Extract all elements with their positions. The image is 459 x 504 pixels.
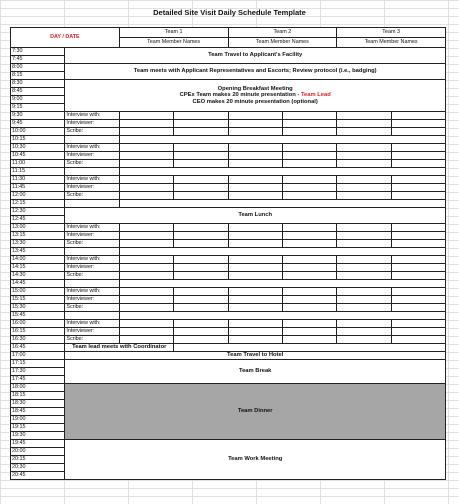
team-cell[interactable]: [337, 224, 391, 232]
team-cell[interactable]: [119, 144, 173, 152]
interview-spacer[interactable]: [65, 312, 119, 320]
team-cell[interactable]: [228, 112, 282, 120]
time-cell[interactable]: 17:15: [11, 360, 65, 368]
time-row: [11, 288, 446, 296]
team-cell[interactable]: [174, 120, 228, 128]
team-cell[interactable]: [391, 224, 445, 232]
time-cell[interactable]: 15:30: [11, 304, 65, 312]
team-cell[interactable]: [282, 256, 336, 264]
time-cell[interactable]: 20:30: [11, 464, 65, 472]
time-cell[interactable]: 8:30: [11, 80, 65, 88]
interview-with-label[interactable]: Interview with:: [65, 176, 119, 184]
time-row: [11, 192, 446, 200]
team-cell[interactable]: [228, 296, 282, 304]
team-cell[interactable]: [174, 328, 228, 336]
team-cell[interactable]: [228, 304, 282, 312]
team-cell[interactable]: [119, 256, 173, 264]
header-row-1: [11, 28, 446, 38]
team-cell[interactable]: [282, 160, 336, 168]
time-row: [11, 264, 446, 272]
time-cell[interactable]: 14:00: [11, 256, 65, 264]
time-cell[interactable]: 8:00: [11, 64, 65, 72]
team-cell[interactable]: [282, 264, 336, 272]
time-cell[interactable]: 20:15: [11, 456, 65, 464]
time-cell[interactable]: 11:15: [11, 168, 65, 176]
team-cell[interactable]: [174, 160, 228, 168]
time-cell[interactable]: 15:15: [11, 296, 65, 304]
time-cell[interactable]: 12:45: [11, 216, 65, 224]
team-cell[interactable]: [174, 152, 228, 160]
time-cell[interactable]: 9:00: [11, 96, 65, 104]
team-cell[interactable]: [119, 304, 173, 312]
interview-with-label[interactable]: Interview with:: [65, 112, 119, 120]
team-cell[interactable]: [228, 272, 282, 280]
schedule-table: [10, 27, 446, 480]
time-row: [11, 296, 446, 304]
team-cell[interactable]: [174, 336, 228, 344]
time-cell[interactable]: 11:30: [11, 176, 65, 184]
interviewer-label[interactable]: Interviewer:: [65, 184, 119, 192]
team-cell[interactable]: [282, 152, 336, 160]
team-cell[interactable]: [337, 128, 391, 136]
time-row: [11, 320, 446, 328]
interview-gap-row[interactable]: [119, 200, 445, 208]
team-cell[interactable]: [337, 232, 391, 240]
time-cell[interactable]: 11:45: [11, 184, 65, 192]
time-cell[interactable]: 8:15: [11, 72, 65, 80]
time-row: [11, 120, 446, 128]
time-cell[interactable]: 12:00: [11, 192, 65, 200]
time-row: [11, 384, 446, 392]
team-2-name[interactable]: Team 2: [228, 28, 337, 38]
lead-meets-coordinator[interactable]: Team lead meets with Coordinator: [65, 344, 174, 352]
team-cell[interactable]: [282, 120, 336, 128]
team-cell[interactable]: [337, 336, 391, 344]
team-cell[interactable]: [337, 192, 391, 200]
team-cell[interactable]: [228, 320, 282, 328]
team-cell[interactable]: [391, 328, 445, 336]
time-cell[interactable]: 9:45: [11, 120, 65, 128]
team-cell[interactable]: [282, 192, 336, 200]
scribe-label[interactable]: Scribe:: [65, 336, 119, 344]
team-cell[interactable]: [282, 288, 336, 296]
team-cell[interactable]: [228, 328, 282, 336]
scribe-label[interactable]: Scribe:: [65, 128, 119, 136]
time-row: [11, 160, 446, 168]
team-cell[interactable]: [174, 176, 228, 184]
team-cell[interactable]: [228, 336, 282, 344]
team-cell[interactable]: [391, 128, 445, 136]
team-cell[interactable]: [174, 288, 228, 296]
team-work-meeting[interactable]: Team Work Meeting: [65, 440, 446, 480]
time-cell[interactable]: 18:15: [11, 392, 65, 400]
interviewer-label[interactable]: Interviewer:: [65, 264, 119, 272]
time-row: [11, 328, 446, 336]
time-cell[interactable]: 16:45: [11, 344, 65, 352]
team-cell[interactable]: [337, 296, 391, 304]
team-cell[interactable]: [391, 336, 445, 344]
team-cell[interactable]: [282, 304, 336, 312]
time-row: [11, 280, 446, 288]
time-row: [11, 112, 446, 120]
time-cell[interactable]: 7:45: [11, 56, 65, 64]
scribe-label[interactable]: Scribe:: [65, 160, 119, 168]
team-cell[interactable]: [391, 256, 445, 264]
team-cell[interactable]: [228, 224, 282, 232]
time-row: [11, 136, 446, 144]
time-cell[interactable]: 10:45: [11, 152, 65, 160]
time-cell[interactable]: 13:45: [11, 248, 65, 256]
team-cell[interactable]: [337, 152, 391, 160]
interviewer-label[interactable]: Interviewer:: [65, 328, 119, 336]
team-cell[interactable]: [391, 232, 445, 240]
team-cell[interactable]: [228, 256, 282, 264]
team-cell[interactable]: [282, 296, 336, 304]
time-cell[interactable]: 19:45: [11, 440, 65, 448]
team-cell[interactable]: [119, 296, 173, 304]
team-cell[interactable]: [391, 240, 445, 248]
time-cell[interactable]: 17:00: [11, 352, 65, 360]
team-cell[interactable]: [119, 184, 173, 192]
team-cell[interactable]: [391, 288, 445, 296]
time-cell[interactable]: 19:00: [11, 416, 65, 424]
scribe-label[interactable]: Scribe:: [65, 240, 119, 248]
team-2-members[interactable]: Team Member Names: [228, 38, 337, 48]
team-3-name[interactable]: Team 3: [337, 28, 446, 38]
team-cell[interactable]: [119, 112, 173, 120]
team-cell[interactable]: [119, 152, 173, 160]
team-cell[interactable]: [337, 320, 391, 328]
team-cell[interactable]: [282, 176, 336, 184]
team-cell[interactable]: [119, 120, 173, 128]
team-cell[interactable]: [228, 176, 282, 184]
time-cell[interactable]: 15:45: [11, 312, 65, 320]
time-row: [11, 248, 446, 256]
team-cell[interactable]: [119, 224, 173, 232]
team-cell[interactable]: [337, 144, 391, 152]
team-cell[interactable]: [391, 184, 445, 192]
team-cell[interactable]: [337, 184, 391, 192]
interview-gap-row[interactable]: [119, 168, 445, 176]
time-cell[interactable]: 11:00: [11, 160, 65, 168]
breakfast-line-2: CPEx Team makes 20 minute presentation -: [179, 92, 301, 99]
time-cell[interactable]: 17:30: [11, 368, 65, 376]
breakfast-meeting[interactable]: [65, 80, 446, 112]
team-cell[interactable]: [119, 232, 173, 240]
team-cell[interactable]: [228, 184, 282, 192]
team-cell[interactable]: [228, 288, 282, 296]
scribe-label[interactable]: Scribe:: [65, 304, 119, 312]
team-break[interactable]: Team Break: [65, 360, 446, 384]
time-row: [11, 152, 446, 160]
time-cell[interactable]: 9:15: [11, 104, 65, 112]
time-cell[interactable]: 7:30: [11, 48, 65, 56]
team-dinner[interactable]: Team Dinner: [65, 384, 446, 440]
interviewer-label[interactable]: Interviewer:: [65, 120, 119, 128]
team-cell[interactable]: [282, 328, 336, 336]
time-row: [11, 128, 446, 136]
time-row: [11, 304, 446, 312]
team-cell[interactable]: [119, 128, 173, 136]
team-cell[interactable]: [228, 264, 282, 272]
team-cell[interactable]: [228, 120, 282, 128]
team-cell[interactable]: [391, 160, 445, 168]
interview-gap-row[interactable]: [119, 248, 445, 256]
team-cell[interactable]: [337, 328, 391, 336]
time-cell[interactable]: 14:45: [11, 280, 65, 288]
time-row: [11, 168, 446, 176]
time-cell[interactable]: 10:00: [11, 128, 65, 136]
team-cell[interactable]: [228, 160, 282, 168]
time-cell[interactable]: 14:30: [11, 272, 65, 280]
interview-with-label[interactable]: Interview with:: [65, 320, 119, 328]
time-row: [11, 80, 446, 88]
team-cell[interactable]: [119, 240, 173, 248]
time-cell[interactable]: 19:30: [11, 432, 65, 440]
time-cell[interactable]: 20:00: [11, 448, 65, 456]
time-cell[interactable]: 18:30: [11, 400, 65, 408]
team-cell[interactable]: [337, 288, 391, 296]
team-cell[interactable]: [119, 192, 173, 200]
team-cell[interactable]: [119, 336, 173, 344]
team-cell[interactable]: [282, 320, 336, 328]
time-row: [11, 272, 446, 280]
scribe-label[interactable]: Scribe:: [65, 272, 119, 280]
interview-with-label[interactable]: Interview with:: [65, 144, 119, 152]
team-lunch[interactable]: Team Lunch: [65, 208, 446, 224]
time-cell[interactable]: 13:00: [11, 224, 65, 232]
interview-spacer[interactable]: [65, 280, 119, 288]
interview-spacer[interactable]: [65, 248, 119, 256]
time-row: [11, 232, 446, 240]
time-row: [11, 224, 446, 232]
time-row: [11, 48, 446, 56]
interviewer-label[interactable]: Interviewer:: [65, 152, 119, 160]
time-row: [11, 344, 446, 352]
time-cell[interactable]: 20:45: [11, 472, 65, 480]
team-cell[interactable]: [337, 272, 391, 280]
interview-gap-row[interactable]: [119, 312, 445, 320]
schedule-title: Detailed Site Visit Daily Schedule Template: [153, 8, 306, 17]
interview-with-label[interactable]: Interview with:: [65, 224, 119, 232]
team-cell[interactable]: [174, 232, 228, 240]
interview-spacer[interactable]: [65, 136, 119, 144]
lead-meets-rest[interactable]: [174, 344, 446, 352]
time-cell[interactable]: 19:15: [11, 424, 65, 432]
team-cell[interactable]: [282, 272, 336, 280]
team-cell[interactable]: [174, 320, 228, 328]
team-cell[interactable]: [174, 192, 228, 200]
team-cell[interactable]: [119, 328, 173, 336]
team-cell[interactable]: [174, 272, 228, 280]
team-cell[interactable]: [391, 112, 445, 120]
travel-to-hotel[interactable]: Team Travel to Hotel: [65, 352, 446, 360]
team-cell[interactable]: [337, 264, 391, 272]
time-cell[interactable]: 8:45: [11, 88, 65, 96]
team-1-members[interactable]: Team Member Names: [119, 38, 228, 48]
team-3-members[interactable]: Team Member Names: [337, 38, 446, 48]
time-row: [11, 336, 446, 344]
team-cell[interactable]: [391, 296, 445, 304]
time-cell[interactable]: 10:30: [11, 144, 65, 152]
team-cell[interactable]: [391, 152, 445, 160]
team-cell[interactable]: [228, 240, 282, 248]
team-cell[interactable]: [337, 160, 391, 168]
time-cell[interactable]: 16:00: [11, 320, 65, 328]
time-cell[interactable]: 18:00: [11, 384, 65, 392]
team-cell[interactable]: [282, 224, 336, 232]
time-row: [11, 256, 446, 264]
team-cell[interactable]: [391, 120, 445, 128]
time-cell[interactable]: 15:00: [11, 288, 65, 296]
time-row: [11, 64, 446, 72]
team-cell[interactable]: [282, 112, 336, 120]
team-cell[interactable]: [174, 240, 228, 248]
team-cell[interactable]: [337, 304, 391, 312]
time-cell[interactable]: 10:15: [11, 136, 65, 144]
day-date-label[interactable]: DAY / DATE: [11, 28, 120, 48]
team-cell[interactable]: [391, 176, 445, 184]
time-row: [11, 352, 446, 360]
team-cell[interactable]: [119, 264, 173, 272]
interview-spacer[interactable]: [65, 200, 119, 208]
team-cell[interactable]: [174, 304, 228, 312]
team-cell[interactable]: [282, 128, 336, 136]
team-cell[interactable]: [228, 232, 282, 240]
interview-spacer[interactable]: [65, 168, 119, 176]
team-cell[interactable]: [228, 144, 282, 152]
team-cell[interactable]: [174, 264, 228, 272]
team-cell[interactable]: [174, 184, 228, 192]
team-cell[interactable]: [174, 112, 228, 120]
team-cell[interactable]: [174, 256, 228, 264]
breakfast-line-1: Opening Breakfast Meeting: [217, 85, 293, 92]
interview-gap-row[interactable]: [119, 280, 445, 288]
team-cell[interactable]: [282, 184, 336, 192]
interview-gap-row[interactable]: [119, 136, 445, 144]
team-cell[interactable]: [337, 176, 391, 184]
time-cell[interactable]: 18:45: [11, 408, 65, 416]
breakfast-line-3: CEO makes 20 minute presentation (optional): [192, 98, 318, 105]
time-row: [11, 240, 446, 248]
time-cell[interactable]: 14:15: [11, 264, 65, 272]
team-1-name[interactable]: Team 1: [119, 28, 228, 38]
team-cell[interactable]: [282, 240, 336, 248]
interview-with-label[interactable]: Interview with:: [65, 256, 119, 264]
time-cell[interactable]: 12:30: [11, 208, 65, 216]
time-row: [11, 360, 446, 368]
team-cell[interactable]: [282, 144, 336, 152]
team-cell[interactable]: [337, 240, 391, 248]
team-cell[interactable]: [174, 144, 228, 152]
time-cell[interactable]: 16:15: [11, 328, 65, 336]
time-row: [11, 144, 446, 152]
team-cell[interactable]: [391, 144, 445, 152]
time-cell[interactable]: 17:45: [11, 376, 65, 384]
interviewer-label[interactable]: Interviewer:: [65, 232, 119, 240]
time-cell[interactable]: 13:30: [11, 240, 65, 248]
team-cell[interactable]: [174, 128, 228, 136]
time-cell[interactable]: 16:30: [11, 336, 65, 344]
team-cell[interactable]: [391, 192, 445, 200]
time-cell[interactable]: 9:30: [11, 112, 65, 120]
team-cell[interactable]: [391, 304, 445, 312]
time-row: [11, 440, 446, 448]
travel-to-facility[interactable]: Team Travel to Applicant's Facility: [65, 48, 446, 64]
interviewer-label[interactable]: Interviewer:: [65, 296, 119, 304]
team-cell[interactable]: [282, 232, 336, 240]
time-cell[interactable]: 12:15: [11, 200, 65, 208]
team-cell[interactable]: [391, 272, 445, 280]
time-row: [11, 184, 446, 192]
team-lead-highlight: Team Lead: [300, 92, 331, 99]
team-cell[interactable]: [119, 176, 173, 184]
team-cell[interactable]: [391, 320, 445, 328]
team-cell[interactable]: [337, 112, 391, 120]
team-cell[interactable]: [337, 256, 391, 264]
team-cell[interactable]: [119, 320, 173, 328]
team-cell[interactable]: [174, 224, 228, 232]
team-cell[interactable]: [228, 152, 282, 160]
time-row: [11, 208, 446, 216]
team-cell[interactable]: [119, 288, 173, 296]
team-cell[interactable]: [282, 336, 336, 344]
meets-applicant[interactable]: Team meets with Applicant Representatives and Escorts; Review protocol (i.e., badging): [65, 64, 446, 80]
team-cell[interactable]: [337, 120, 391, 128]
team-cell[interactable]: [174, 296, 228, 304]
time-row: [11, 176, 446, 184]
interview-with-label[interactable]: Interview with:: [65, 288, 119, 296]
team-cell[interactable]: [391, 264, 445, 272]
team-cell[interactable]: [228, 128, 282, 136]
time-row: [11, 200, 446, 208]
team-cell[interactable]: [119, 272, 173, 280]
scribe-label[interactable]: Scribe:: [65, 192, 119, 200]
team-cell[interactable]: [119, 160, 173, 168]
time-row: [11, 312, 446, 320]
team-cell[interactable]: [228, 192, 282, 200]
time-cell[interactable]: 13:15: [11, 232, 65, 240]
